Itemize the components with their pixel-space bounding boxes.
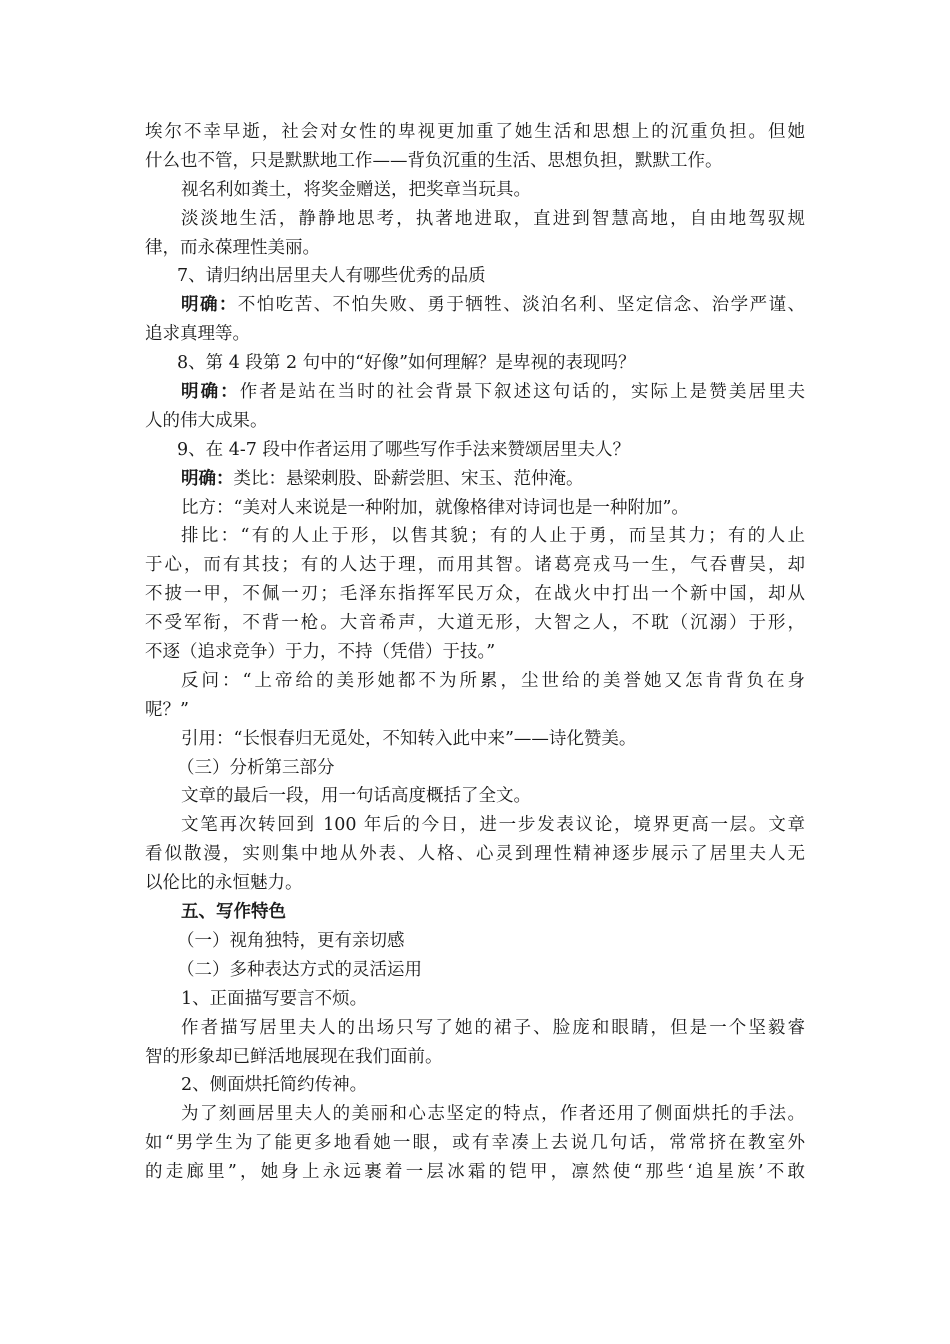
answer-label: 明确： [181, 468, 234, 489]
text-line: 不逐（追求竞争）于力，不持（凭借）于技。” [145, 642, 496, 663]
text-line: 2、侧面烘托简约传神。 [181, 1075, 368, 1096]
text-line: 文笔再次转回到 100 年后的今日，进一步发表议论，境界更高一层。文章 [181, 815, 805, 836]
text-line: 追求真理等。 [145, 324, 250, 345]
text-line: 如“男学生为了能更多地看她一眼，或有幸凑上去说几句话，常常挤在教室外 [145, 1133, 805, 1154]
section-heading-bold: 五、写作特色 [181, 902, 286, 923]
answer-line [145, 378, 805, 407]
text-line: 不披一甲，不佩一刃；毛泽东指挥军民万众，在战火中打出一个新中国，却从 [145, 584, 805, 605]
answer-line [145, 291, 805, 320]
text-line: 排比：“有的人止于形，以售其貌；有的人止于勇，而呈其力；有的人止 [181, 526, 805, 547]
answer-label: 明确： [181, 382, 240, 403]
text-line: 埃尔不幸早逝，社会对女性的卑视更加重了她生活和思想上的沉重负担。但她 [145, 122, 805, 142]
text-line: 作者描写居里夫人的出场只写了她的裙子、脸庞和眼睛，但是一个坚毅睿 [181, 1017, 805, 1038]
answer-text: 类比：悬梁刺股、卧薪尝胆、宋玉、范仲淹。 [233, 468, 584, 489]
text-line: 视名利如粪土，将奖金赠送，把奖章当玩具。 [181, 179, 531, 200]
text-line: 于心，而有其技；有的人达于理，而用其智。诸葛亮戎马一生，气吞曹吴，却 [145, 555, 805, 576]
text-line: 为了刻画居里夫人的美丽和心志坚定的特点，作者还用了侧面烘托的手法。 [181, 1104, 805, 1125]
text-line: 反问：“上帝给的美形她都不为所累，尘世给的美誉她又怎肯背负在身 [181, 670, 805, 691]
text-line: 的走廊里”，她身上永远裹着一层冰霜的铠甲，凛然使“那些‘追星族’不敢 [145, 1162, 805, 1183]
subsection-heading: （一）视角独特，更有亲切感 [177, 930, 405, 951]
text-line: 以伦比的永恒魅力。 [145, 873, 303, 894]
text-line: 引用：“长恨春归无觅处，不知转入此中来”——诗化赞美。 [181, 728, 637, 749]
text-line: 什么也不管，只是默默地工作——背负沉重的生活、思想负担，默默工作。 [145, 150, 723, 171]
section-heading: （三）分析第三部分 [177, 757, 335, 778]
answer-line [145, 465, 805, 494]
subsection-heading: （二）多种表达方式的灵活运用 [177, 959, 422, 980]
answer-text: 作者是站在当时的社会背景下叙述这句话的，实际上是赞美居里夫 [239, 382, 806, 403]
text-line: 不受军衔，不背一枪。大音希声，大道无形，大智之人，不耽（沉溺）于形， [145, 613, 805, 634]
text-line: 人的伟大成果。 [145, 410, 268, 431]
text-line: 智的形象却已鲜活地展现在我们面前。 [145, 1046, 443, 1067]
document-page [145, 118, 805, 1187]
text-line: 淡淡地生活，静静地思考，执著地进取，直进到智慧高地，自由地驾驭规 [181, 208, 805, 229]
text-line: 比方：“美对人来说是一种附加，就像格律对诗词也是一种附加”。 [181, 497, 689, 518]
question-8: 8、第 4 段第 2 句中的“好像”如何理解？是卑视的表现吗？ [177, 353, 636, 374]
text-line: 呢？” [145, 699, 189, 720]
question-7: 7、请归纳出居里夫人有哪些优秀的品质 [177, 266, 486, 287]
answer-text: 不怕吃苦、不怕失败、勇于牺牲、淡泊名利、坚定信念、治学严谨、 [237, 295, 805, 316]
text-line: 看似散漫，实则集中地从外表、人格、心灵到理性精神逐步展示了居里夫人无 [145, 844, 805, 865]
text-line: 律，而永葆理性美丽。 [145, 237, 320, 258]
answer-label: 明确： [181, 295, 238, 316]
text-line: 1、正面描写要言不烦。 [181, 988, 368, 1009]
question-9: 9、在 4-7 段中作者运用了哪些写作手法来赞颂居里夫人？ [177, 439, 630, 460]
text-line: 文章的最后一段，用一句话高度概括了全文。 [181, 786, 531, 807]
